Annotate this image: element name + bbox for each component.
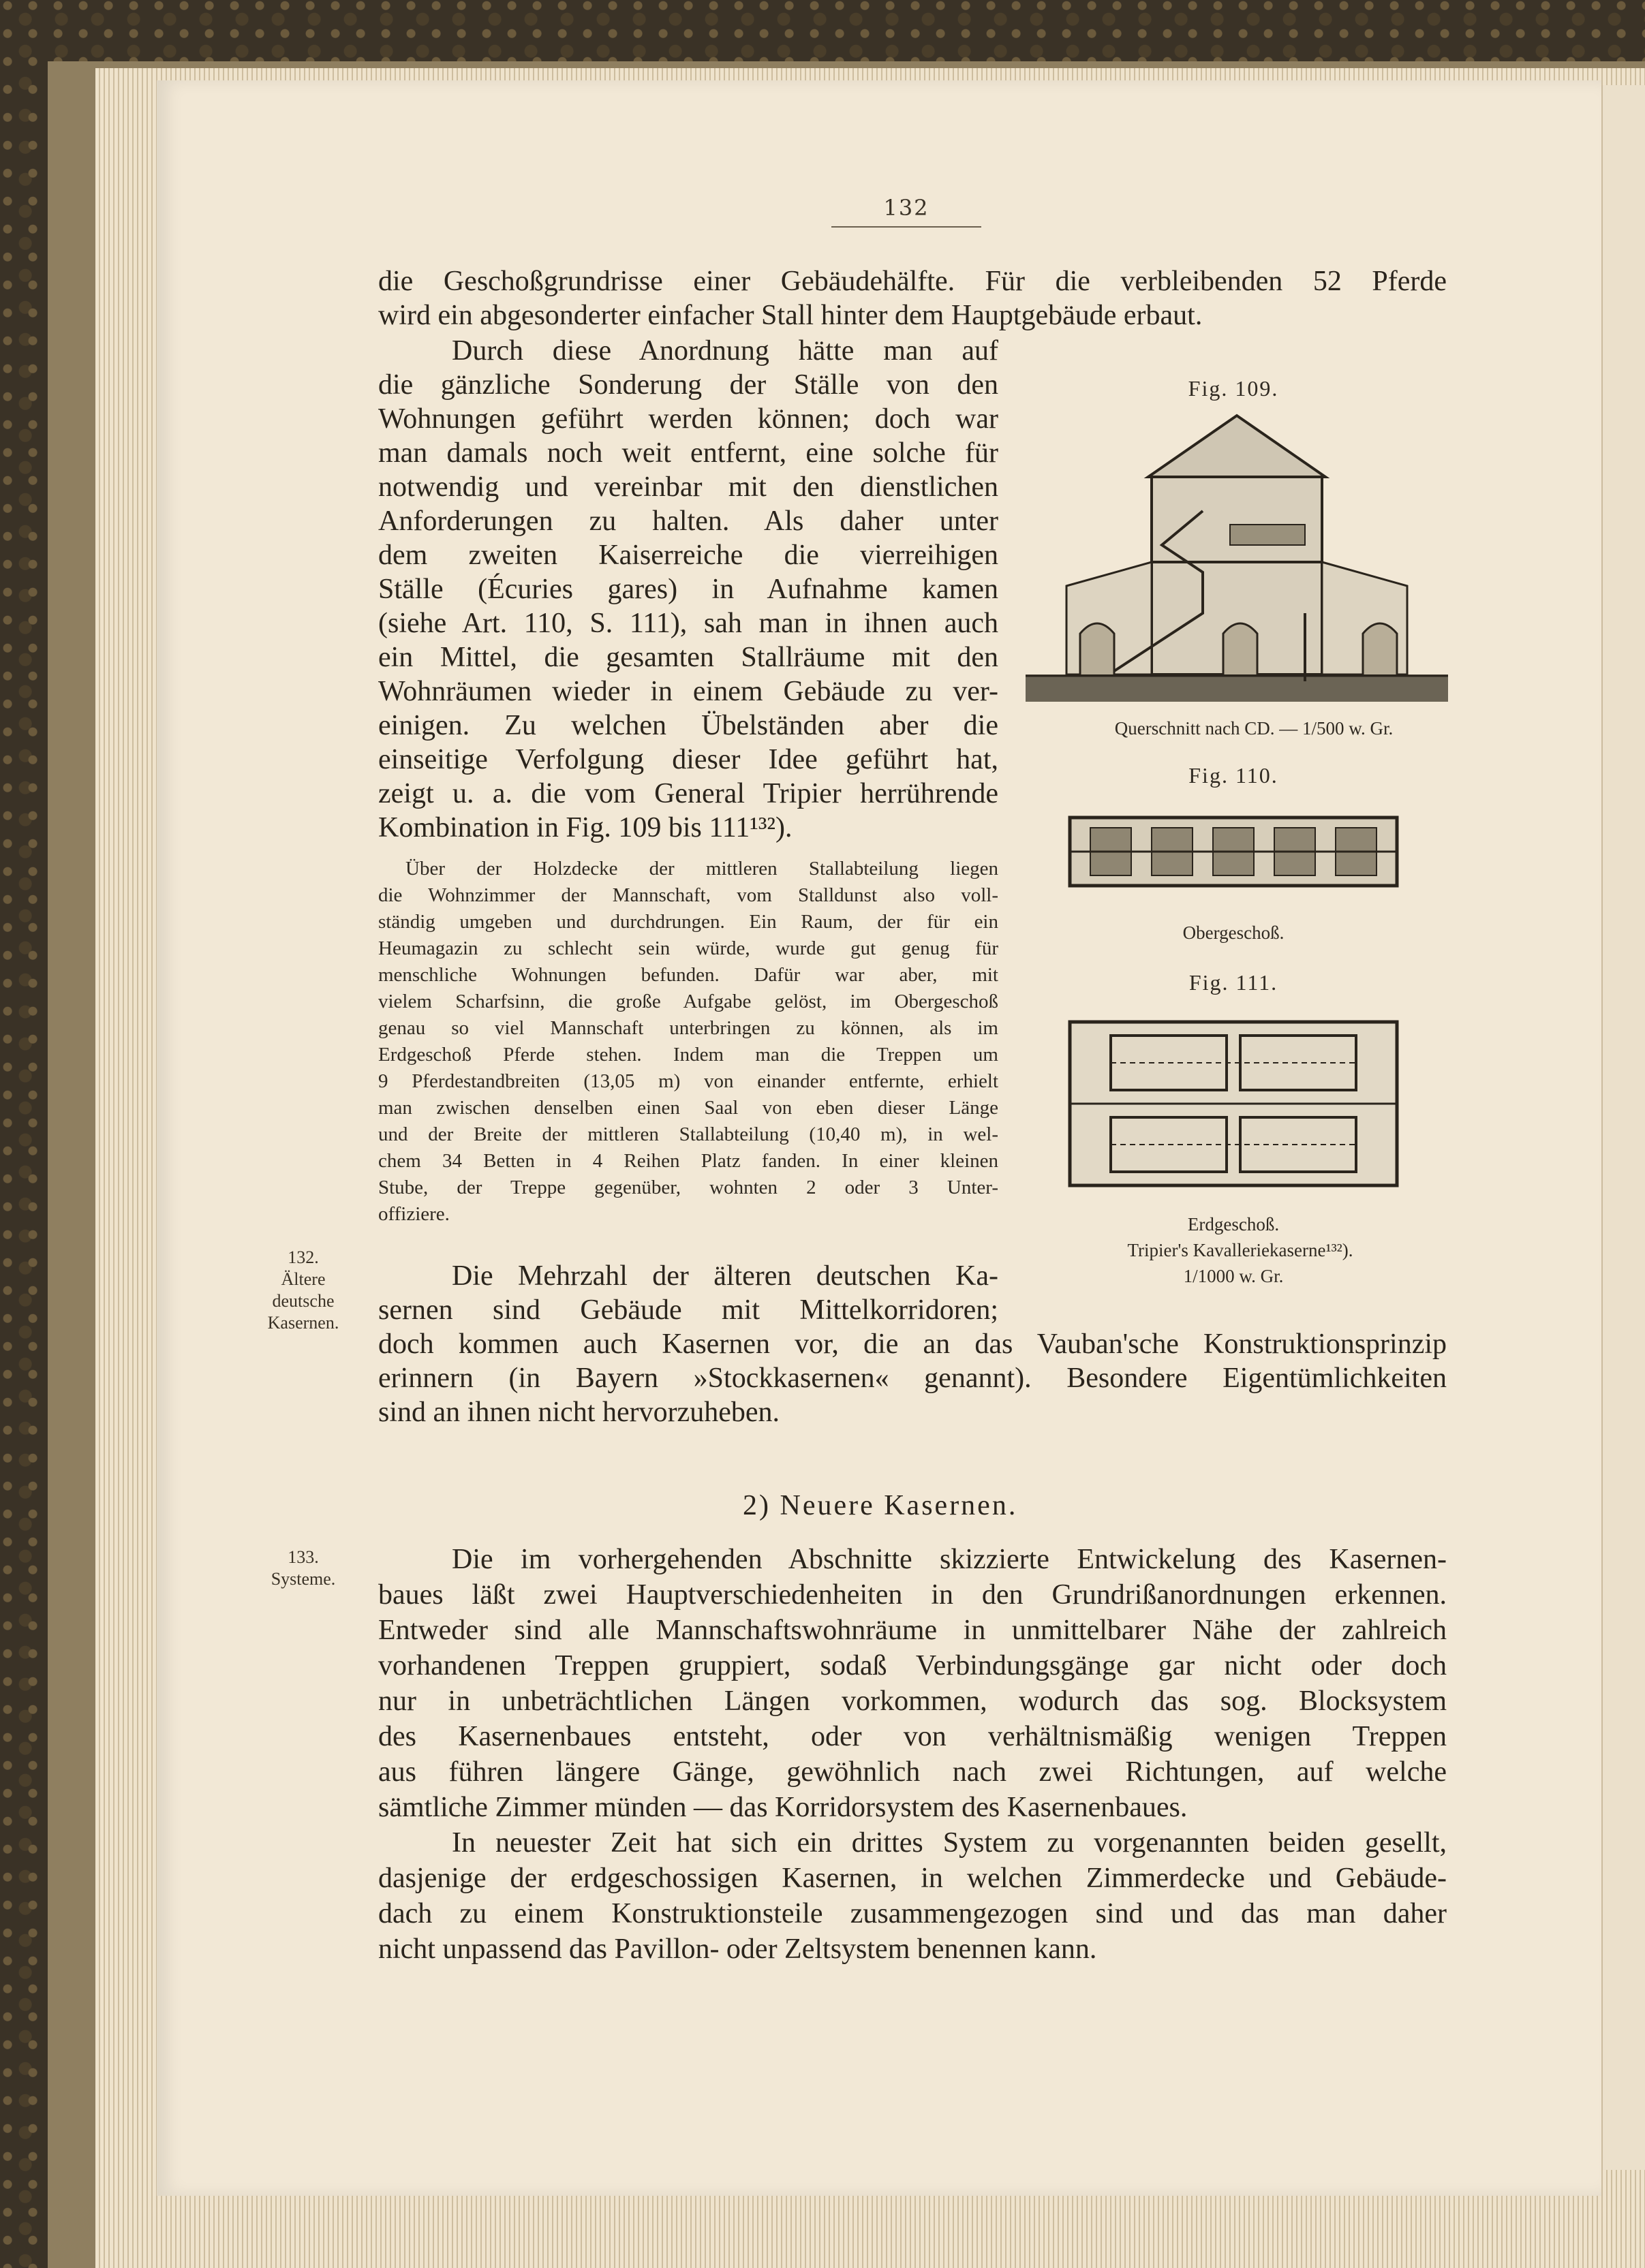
margin-note-number: 133. [288, 1547, 319, 1567]
small-print-line: offiziere. [378, 1203, 450, 1225]
text-line: notwendig und vereinbar mit den dienstlichen [378, 471, 998, 503]
fig-111-floor-plan-drawing [1063, 1008, 1404, 1206]
small-print-line: menschliche Wohnungen befunden. Dafür war aber, mit [378, 964, 998, 986]
fig-111-caption: Erdgeschoß. [1187, 1214, 1280, 1234]
text-line: die gänzliche Sonderung der Ställe von den [378, 369, 998, 401]
text-line: man damals noch weit entfernt, eine solche für [378, 437, 998, 469]
small-print-line: und der Breite der mittleren Stallabteilung (10,40 m), in wel- [378, 1123, 998, 1145]
text-line: sind an ihnen nicht hervorzuheben. [378, 1397, 780, 1428]
combined-caption-scale: 1/1000 w. Gr. [1183, 1266, 1284, 1286]
margin-note-132 [249, 1247, 358, 1334]
text-line: Entweder sind alle Mannschaftswohnräume in unmittelbarer Nähe der zahlreich [378, 1615, 1447, 1646]
text-line: einigen. Zu welchen Übelständen aber die [378, 710, 998, 741]
text-line: nicht unpassend das Pavillon- oder Zeltsystem benennen kann. [378, 1933, 1097, 1965]
small-print-line: Erdgeschoß Pferde stehen. Indem man die Treppen um [378, 1044, 998, 1066]
text-line: die Geschoßgrundrisse einer Gebäudehälfte. Für die verbleibenden 52 Pferde [378, 266, 1447, 297]
small-print-line: die Wohnzimmer der Mannschaft, vom Stalldunst also voll- [378, 884, 998, 906]
fig-111-label: Fig. 111. [1188, 970, 1278, 995]
small-print-line: ständig umgeben und durchdrungen. Ein Raum, der für ein [378, 911, 998, 933]
text-line: aus führen längere Gänge, gewöhnlich nach zwei Richtungen, auf welche [378, 1756, 1447, 1788]
fig-110-caption: Obergeschoß. [1182, 922, 1285, 943]
small-print-line: Stube, der Treppe gegenüber, wohnten 2 oder 3 Unter- [378, 1177, 998, 1198]
text-line: wird ein abgesonderter einfacher Stall hinter dem Hauptgebäude erbaut. [378, 300, 1203, 331]
text-line: einseitige Verfolgung dieser Idee geführt hat, [378, 744, 998, 775]
text-line: Die Mehrzahl der älteren deutschen Ka- [452, 1260, 998, 1292]
small-print-line: chem 34 Betten in 4 Reihen Platz fanden. In einer kleinen [378, 1150, 998, 1172]
text-line: Wohnräumen wieder in einem Gebäude zu ver- [378, 676, 998, 707]
arch-left [1080, 623, 1114, 674]
ground-hatching [1026, 674, 1448, 702]
text-line: Anforderungen zu halten. Als daher unter [378, 506, 998, 537]
small-print-line: man zwischen denselben einen Saal von eben dieser Länge [378, 1097, 998, 1119]
fig-110-label: Fig. 110. [1188, 763, 1278, 788]
text-line: Wohnungen geführt werden können; doch war [378, 403, 998, 435]
arch-center [1223, 623, 1257, 674]
small-print-line: Über der Holzdecke der mittleren Stallabteilung liegen [405, 858, 998, 880]
margin-note-text: Systeme. [271, 1569, 336, 1589]
text-line: vorhandenen Treppen gruppiert, sodaß Verbindungsgänge gar nicht oder doch [378, 1650, 1447, 1681]
text-line: zeigt u. a. die vom General Tripier herrührende [378, 778, 998, 809]
margin-note-133 [249, 1547, 358, 1590]
small-print-line: genau so viel Mannschaft unterbringen zu können, als im [378, 1017, 998, 1039]
text-line: Kombination in Fig. 109 bis 111¹³²). [378, 812, 793, 843]
fig-109-caption: Querschnitt nach CD. — 1/500 w. Gr. [1114, 718, 1394, 739]
margin-note-number: 132. [288, 1247, 319, 1267]
text-line: doch kommen auch Kasernen vor, die an das Vauban'sche Konstruktionsprinzip [378, 1329, 1447, 1360]
margin-note-text: Ältere [281, 1269, 326, 1289]
arch-right [1363, 623, 1397, 674]
text-line: sämtliche Zimmer münden — das Korridorsystem des Kasernenbaues. [378, 1792, 1188, 1823]
small-print-line: Heumagazin zu schlecht sein würde, wurde gut genug für [378, 937, 998, 959]
fig-109-label: Fig. 109. [1188, 376, 1279, 401]
text-line: nur in unbeträchtlichen Längen vorkommen, wodurch das sog. Blocksystem [378, 1686, 1447, 1717]
text-line: Ställe (Écuries gares) in Aufnahme kamen [378, 574, 998, 605]
text-line: Die im vorhergehenden Abschnitte skizzierte Entwickelung des Kasernen- [452, 1544, 1447, 1575]
fig-109-cross-section-drawing [1026, 409, 1448, 709]
text-line: dasjenige der erdgeschossigen Kasernen, in welchen Zimmerdecke und Gebäude- [378, 1863, 1447, 1894]
small-print-line: 9 Pferdestandbreiten (13,05 m) von einander entfernte, erhielt [378, 1070, 998, 1092]
small-print-line: vielem Scharfsinn, die große Aufgabe gelöst, im Obergeschoß [378, 991, 998, 1012]
text-line: (siehe Art. 110, S. 111), sah man in ihnen auch [378, 608, 998, 639]
text-line: dach zu einem Konstruktionsteile zusammengezogen sind und das man daher [378, 1898, 1447, 1929]
text-line: Durch diese Anordnung hätte man auf [452, 335, 998, 367]
combined-caption-title: Tripier's Kavalleriekaserne¹³²). [1127, 1240, 1353, 1260]
next-page-edge [1601, 85, 1645, 2170]
text-line: dem zweiten Kaiserreiche die vierreihigen [378, 540, 998, 571]
text-line: In neuester Zeit hat sich ein drittes System zu vorgenannten beiden gesellt, [452, 1827, 1447, 1859]
text-line: sernen sind Gebäude mit Mittelkorridoren; [378, 1294, 998, 1326]
page-number: 132 [831, 195, 981, 228]
beds-row [1230, 525, 1305, 545]
section-heading: 2) Neuere Kasernen. [743, 1490, 1018, 1521]
text-line: erinnern (in Bayern »Stockkasernen« genannt). Besondere Eigentümlichkeiten [378, 1363, 1447, 1394]
margin-note-text: deutsche [272, 1291, 335, 1311]
fig-110-floor-plan-drawing [1063, 797, 1404, 913]
text-line: ein Mittel, die gesamten Stallräume mit den [378, 642, 998, 673]
margin-note-text: Kasernen. [267, 1313, 339, 1333]
text-line: des Kasernenbaues entsteht, oder von verhältnismäßig wenigen Treppen [378, 1721, 1447, 1752]
roof-gable [1148, 416, 1325, 477]
text-line: baues läßt zwei Hauptverschiedenheiten in den Grundrißanordnungen erkennen. [378, 1579, 1447, 1611]
